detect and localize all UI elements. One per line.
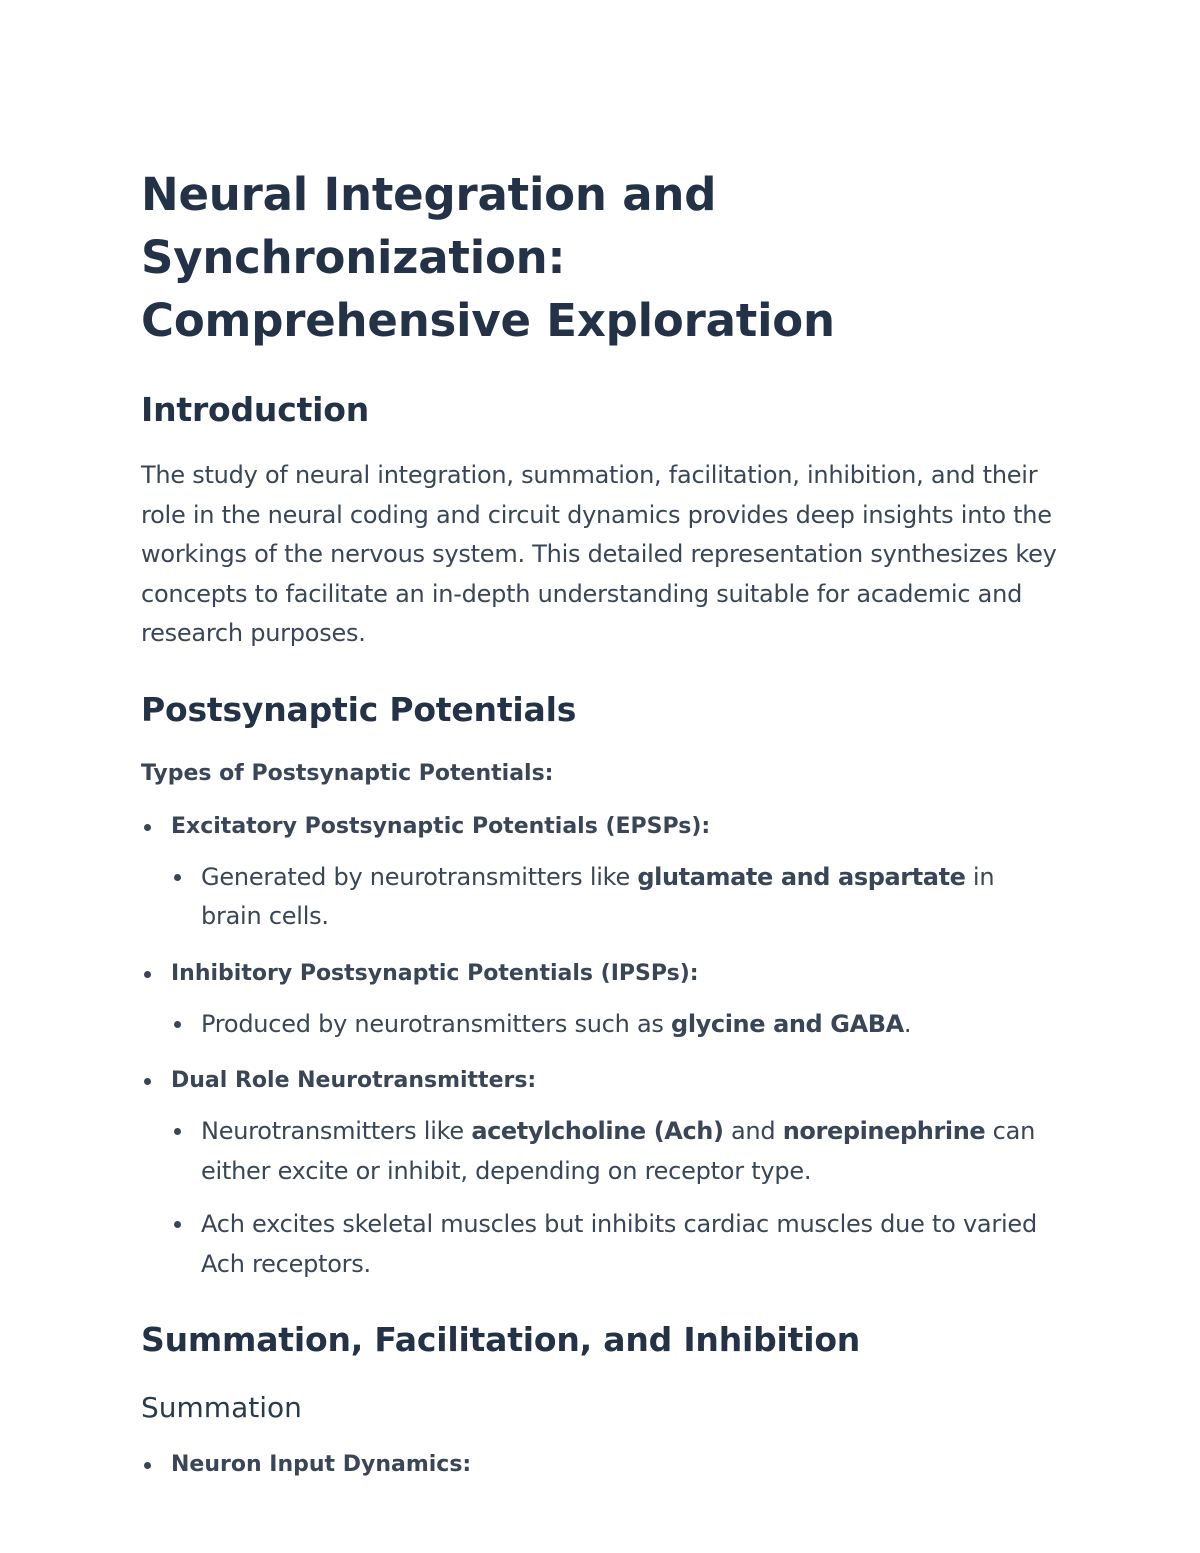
epsp-detail-text: Generated by neurotransmitters like bbox=[201, 862, 638, 891]
document-title bbox=[141, 163, 1070, 352]
dual-role-sublist bbox=[171, 1112, 1070, 1284]
epsp-sublist bbox=[171, 858, 1070, 937]
neuron-input-dynamics-label: Neuron Input Dynamics: bbox=[171, 1452, 472, 1477]
ipsp-detail-text: Produced by neurotransmitters such as bbox=[201, 1009, 672, 1038]
ipsp-detail-text-end: . bbox=[903, 1009, 912, 1038]
list-item-epsp bbox=[141, 810, 1070, 937]
dual-detail-text-end: can either excite or inhibit, depending on receptor type. bbox=[201, 1117, 1036, 1185]
list-item-ipsp-detail bbox=[171, 1005, 1070, 1045]
types-subheading: Types of Postsynaptic Potentials: bbox=[141, 760, 554, 786]
ipsp-sublist bbox=[171, 1005, 1070, 1045]
introduction-heading: Introduction bbox=[141, 390, 370, 429]
list-item-dual-role bbox=[141, 1064, 1070, 1284]
dual-detail-text: Neurotransmitters like bbox=[201, 1117, 472, 1145]
list-item-neuron-input-dynamics bbox=[141, 1448, 1070, 1482]
summation-list bbox=[141, 1448, 1070, 1482]
list-item-dual-role-detail-1 bbox=[171, 1112, 1070, 1191]
epsp-detail-bold: glutamate and aspartate bbox=[637, 862, 966, 891]
dual-detail-bold-1: acetylcholine (Ach) bbox=[471, 1117, 724, 1145]
ipsp-label: Inhibitory Postsynaptic Potentials (IPSPs): bbox=[171, 960, 699, 986]
list-item-epsp-detail bbox=[171, 858, 1070, 937]
list-item-ipsp bbox=[141, 957, 1070, 1045]
postsynaptic-list bbox=[141, 810, 1070, 1285]
introduction-paragraph: The study of neural integration, summation, facilitation, inhibition, and their role in the neural coding and circuit dynamics provides deep insights into the workings of the nervous system. This detailed representation synthesizes key concepts to facilitate an in-depth understanding suitable for academic and research purposes. bbox=[141, 461, 1057, 647]
postsynaptic-potentials-heading: Postsynaptic Potentials bbox=[141, 689, 577, 729]
summation-subheading: Summation bbox=[141, 1391, 302, 1424]
summation-facilitation-inhibition-heading: Summation, Facilitation, and Inhibition bbox=[141, 1320, 861, 1359]
epsp-label: Excitatory Postsynaptic Potentials (EPSPs): bbox=[171, 813, 711, 839]
list-item-dual-role-detail-2: Ach excites skeletal muscles but inhibits cardiac muscles due to varied Ach receptors. bbox=[171, 1205, 1070, 1284]
dual-role-label: Dual Role Neurotransmitters: bbox=[171, 1068, 537, 1093]
title-line-1: Neural Integration and Synchronization: bbox=[141, 168, 717, 284]
title-line-2: Comprehensive Exploration bbox=[141, 294, 835, 347]
dual-detail-text-mid: and bbox=[723, 1117, 783, 1145]
epsp-detail-text-end: in brain cells. bbox=[201, 862, 995, 930]
dual-detail-bold-2: norepinephrine bbox=[782, 1117, 986, 1145]
ipsp-detail-bold: glycine and GABA bbox=[671, 1009, 904, 1038]
